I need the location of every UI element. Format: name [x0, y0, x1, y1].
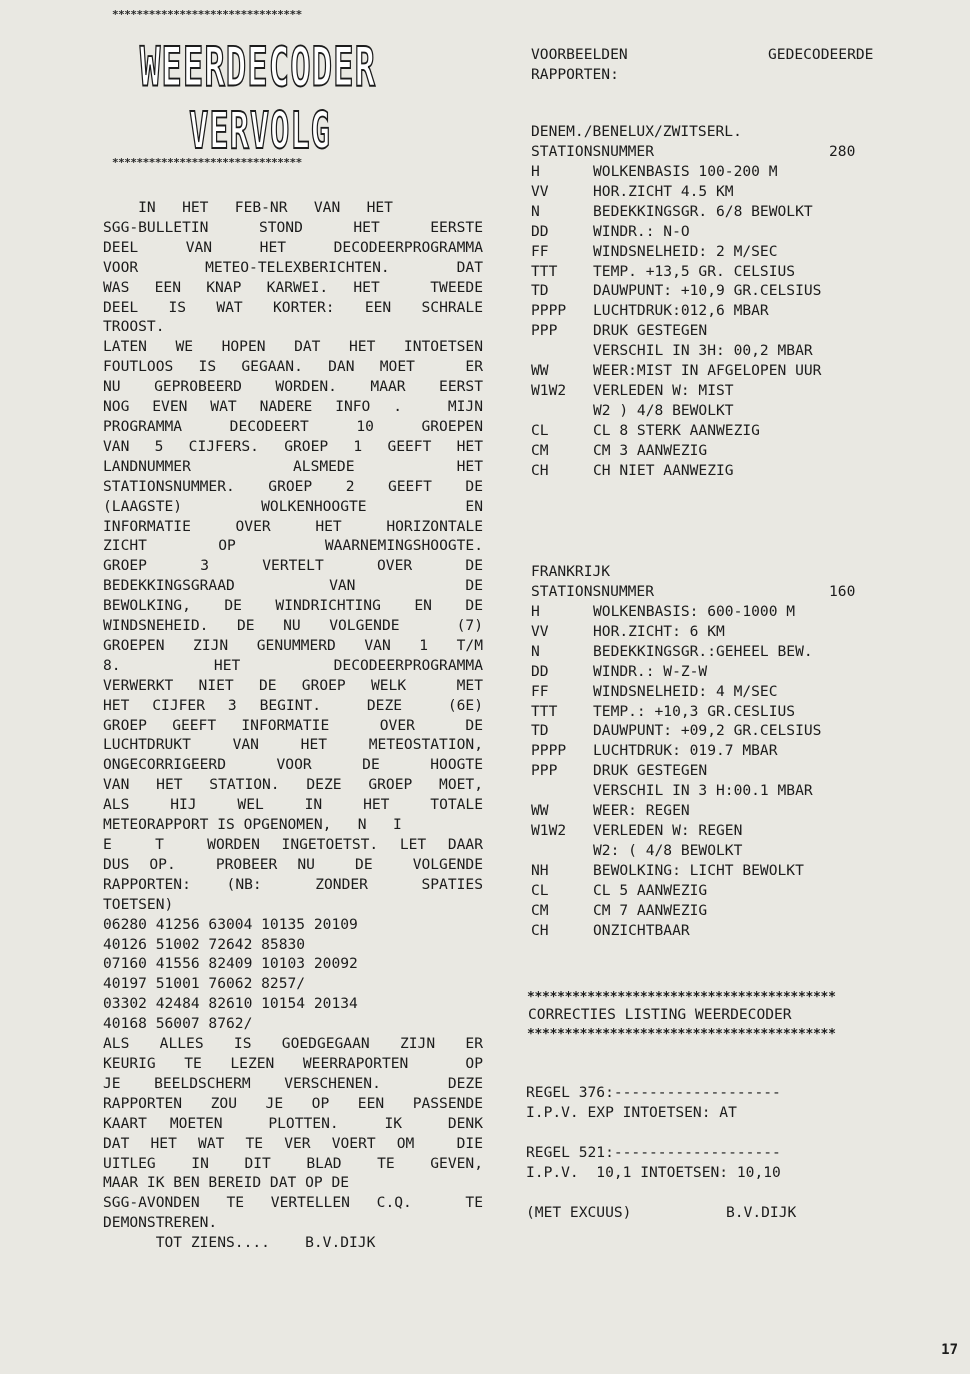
report-value: WEER:MIST IN AFGELOPEN UUR: [593, 362, 822, 380]
body-line: GROEP 3 VERTELT OVER DE: [103, 557, 483, 575]
example1-region: DENEM./BENELUX/ZWITSERL.: [531, 123, 742, 140]
report-row: [531, 901, 821, 921]
report-row: [531, 222, 821, 242]
report-row: [531, 662, 821, 682]
corrections-title: CORRECTIES LISTING WEERDECODER: [528, 1006, 792, 1023]
report-code: PPP: [531, 322, 558, 340]
report-code: H: [531, 603, 540, 620]
correction1-text: I.P.V. EXP INTOETSEN: AT: [526, 1104, 737, 1121]
report-row: [531, 821, 821, 841]
article-body: [103, 198, 483, 1253]
body-line: GROEP GEEFT INFORMATIE OVER DE: [103, 716, 483, 734]
report-value: W2: ( 4/8 BEWOLKT: [593, 841, 743, 859]
report-row: [531, 461, 821, 481]
body-line: 40197 51001 76062 8257/: [103, 975, 306, 993]
body-line: VAN 5 CIJFERS. GROEP 1 GEEFT HET: [103, 437, 483, 455]
report-code: CH: [531, 921, 549, 939]
report-row: [531, 441, 821, 461]
body-line: PROGRAMMA DECODEERT 10 GROEPEN: [103, 417, 483, 435]
body-line: METEORAPPORT IS OPGENOMEN, N I: [103, 816, 402, 834]
report-row: [531, 182, 821, 202]
report-row: [531, 202, 821, 222]
report-value: WINDSNELHEID: 2 M/SEC: [593, 242, 778, 260]
body-line: 07160 41556 82409 10103 20092: [103, 955, 358, 973]
report-value: DRUK GESTEGEN: [593, 762, 708, 780]
body-line: KAART MOETEN PLOTTEN. IK DENK: [103, 1114, 483, 1132]
report-row: [531, 622, 821, 642]
examples-heading-line2: RAPPORTEN:: [531, 66, 619, 83]
report-row: [531, 301, 821, 321]
report-row: [531, 741, 821, 761]
report-row: [531, 242, 821, 262]
body-line: DUS OP. PROBEER NU DE VOLGENDE: [103, 855, 483, 873]
body-line: (LAAGSTE) WOLKENHOOGTE EN: [103, 497, 483, 515]
report-code: DD: [531, 222, 549, 240]
body-line: NU GEPROBEERD WORDEN. MAAR EERST: [103, 378, 483, 396]
report-value: WOLKENBASIS: 600-1000 M: [593, 603, 796, 620]
body-line: SGG-AVONDEN TE VERTELLEN C.Q. TE: [103, 1194, 483, 1212]
report-row: [531, 602, 821, 622]
report-code: CH: [531, 461, 549, 479]
report-code: VV: [531, 182, 549, 200]
body-line: VERWERKT NIET DE GROEP WELK MET: [103, 676, 483, 694]
report-value: DAUWPUNT: +09,2 GR.CELSIUS: [593, 722, 822, 740]
body-line: GROEPEN ZIJN GENUMMERD VAN 1 T/M: [103, 636, 483, 654]
title-line-1: WEERDECODER: [139, 36, 377, 100]
body-line: BEWOLKING, DE WINDRICHTING EN DE: [103, 597, 483, 615]
correction-author: B.V.DIJK: [726, 1204, 797, 1221]
report-row: [531, 321, 821, 341]
report-code: DD: [531, 662, 549, 680]
report-code: N: [531, 642, 540, 660]
report-code: NH: [531, 861, 549, 879]
report-value: CM 7 AANWEZIG: [593, 901, 708, 919]
body-line: DEEL IS WAT KORTER: EEN SCHRALE: [103, 298, 483, 316]
body-line: LUCHTDRUKT VAN HET METEOSTATION,: [103, 736, 483, 754]
correction-excuse: (MET EXCUUS): [526, 1204, 632, 1221]
body-line: WINDSNEHEID. DE NU VOLGENDE (7): [103, 617, 483, 635]
report-code: WW: [531, 362, 549, 380]
example2-station-label: STATIONSNUMMER: [531, 583, 655, 600]
body-line: ZICHT OP WAARNEMINGSHOOGTE.: [103, 537, 483, 555]
example1-table: [531, 162, 821, 481]
report-value: WOLKENBASIS 100-200 M: [593, 163, 778, 180]
report-value: HOR.ZICHT: 6 KM: [593, 622, 725, 640]
report-code: FF: [531, 242, 549, 260]
report-value: VERLEDEN W: MIST: [593, 381, 734, 399]
report-code: TD: [531, 282, 549, 300]
body-line: LATEN WE HOPEN DAT HET INTOETSEN: [103, 338, 483, 356]
report-value: WINDR.: W-Z-W: [593, 662, 708, 680]
report-row: [531, 881, 821, 901]
body-line: TOETSEN): [103, 895, 174, 913]
body-line: NOG EVEN WAT NADERE INFO . MIJN: [103, 398, 483, 416]
report-row: [531, 702, 821, 722]
correction2-label: REGEL 521:-------------------: [526, 1144, 781, 1161]
report-value: WINDR.: N-O: [593, 222, 690, 240]
report-value: W2 ) 4/8 BEWOLKT: [593, 401, 734, 419]
report-row: [531, 921, 821, 941]
report-row: [531, 162, 821, 182]
report-row: [531, 361, 821, 381]
body-line: LANDNUMMER ALSMEDE HET: [103, 457, 483, 475]
corrections-top-stars: *****************************************: [527, 990, 836, 1005]
title-line-2: VERVOLG: [189, 100, 331, 161]
report-row: [531, 401, 821, 421]
report-value: WEER: REGEN: [593, 802, 690, 820]
report-value: DAUWPUNT: +10,9 GR.CELSIUS: [593, 282, 822, 300]
body-line: 03302 42484 82610 10154 20134: [103, 995, 358, 1013]
report-code: FF: [531, 682, 549, 700]
page-number: 17: [941, 1342, 958, 1358]
report-row: [531, 841, 821, 861]
body-line: IN HET FEB-NR VAN HET: [103, 199, 393, 216]
body-line: DAT HET WAT TE VER VOERT OM DIE: [103, 1134, 483, 1152]
report-row: [531, 801, 821, 821]
report-value: LUCHTDRUK: 019.7 MBAR: [593, 742, 778, 760]
report-value: CL 8 STERK AANWEZIG: [593, 421, 760, 439]
report-code: W1W2: [531, 821, 567, 839]
body-line: 40168 56007 8762/: [103, 1015, 253, 1033]
report-row: [531, 781, 821, 801]
examples-heading-right: GEDECODEERDE: [768, 46, 874, 63]
body-line: HET CIJFER 3 BEGINT. DEZE (6E): [103, 696, 483, 714]
report-code: CM: [531, 901, 549, 919]
body-line: JE BEELDSCHERM VERSCHENEN. DEZE: [103, 1074, 483, 1092]
report-value: CL 5 AANWEZIG: [593, 881, 708, 899]
report-value: BEDEKKINGSGR.:GEHEEL BEW.: [593, 642, 813, 660]
correction1-label: REGEL 376:-------------------: [526, 1084, 781, 1101]
body-line: STATIONSNUMMER. GROEP 2 GEEFT DE: [103, 477, 483, 495]
report-code: TTT: [531, 702, 558, 720]
body-line: DEMONSTREREN.: [103, 1214, 218, 1232]
example2-station-number: 160: [829, 583, 856, 600]
report-value: DRUK GESTEGEN: [593, 322, 708, 340]
report-code: PPPP: [531, 742, 567, 760]
example2-table: [531, 602, 821, 940]
report-value: BEDEKKINGSGR. 6/8 BEWOLKT: [593, 202, 813, 220]
body-line: 8. HET DECODEERPROGRAMMA: [103, 656, 483, 674]
report-code: TTT: [531, 262, 558, 280]
header-bottom-rule: *******************************: [112, 156, 302, 169]
report-code: PPP: [531, 762, 558, 780]
report-code: CL: [531, 881, 549, 899]
report-row: [531, 861, 821, 881]
example1-station-label: STATIONSNUMMER: [531, 143, 655, 160]
body-line: DEEL VAN HET DECODEERPROGRAMMA: [103, 238, 483, 256]
body-line: RAPPORTEN ZOU JE OP EEN PASSENDE: [103, 1094, 483, 1112]
body-line: ALS HIJ WEL IN HET TOTALE: [103, 796, 483, 814]
body-line: FOUTLOOS IS GEGAAN. DAN MOET ER: [103, 358, 483, 376]
corrections-bottom-stars: *****************************************: [527, 1027, 836, 1042]
body-line: INFORMATIE OVER HET HORIZONTALE: [103, 517, 483, 535]
body-line: 06280 41256 63004 10135 20109: [103, 915, 358, 933]
report-row: [531, 381, 821, 401]
report-value: VERSCHIL IN 3H: 00,2 MBAR: [593, 342, 813, 360]
report-value: VERLEDEN W: REGEN: [593, 821, 743, 839]
body-line: WAS EEN KNAP KARWEI. HET TWEEDE: [103, 278, 483, 296]
report-row: [531, 642, 821, 662]
report-value: TEMP. +13,5 GR. CELSIUS: [593, 262, 796, 280]
body-line: UITLEG IN DIT BLAD TE GEVEN,: [103, 1154, 483, 1172]
body-line: RAPPORTEN: (NB: ZONDER SPATIES: [103, 875, 483, 893]
report-value: LUCHTDRUK:012,6 MBAR: [593, 302, 769, 320]
body-line: TOT ZIENS.... B.V.DIJK: [103, 1234, 376, 1252]
body-line: 40126 51002 72642 85830: [103, 935, 306, 953]
report-code: PPPP: [531, 302, 567, 320]
report-value: VERSCHIL IN 3 H:00.1 MBAR: [593, 782, 813, 800]
body-line: ONGECORRIGEERD VOOR DE HOOGTE: [103, 756, 483, 774]
header-top-rule: *******************************: [112, 8, 302, 21]
report-value: ONZICHTBAAR: [593, 921, 690, 939]
report-row: [531, 421, 821, 441]
report-code: W1W2: [531, 381, 567, 399]
report-code: H: [531, 163, 540, 180]
body-line: E T WORDEN INGETOETST. LET DAAR: [103, 836, 483, 853]
report-row: [531, 262, 821, 282]
report-row: [531, 281, 821, 301]
body-line: TROOST.: [103, 318, 165, 336]
report-code: TD: [531, 722, 549, 740]
body-line: ALS ALLES IS GOEDGEGAAN ZIJN ER: [103, 1035, 483, 1053]
body-line: VOOR METEO-TELEXBERICHTEN. DAT: [103, 258, 483, 276]
report-value: HOR.ZICHT 4.5 KM: [593, 182, 734, 200]
report-code: CM: [531, 441, 549, 459]
example2-region: FRANKRIJK: [531, 563, 611, 580]
body-line: VAN HET STATION. DEZE GROEP MOET,: [103, 776, 483, 794]
correction2-text: I.P.V. 10,1 INTOETSEN: 10,10: [526, 1164, 781, 1181]
examples-heading-left: VOORBEELDEN: [531, 46, 628, 63]
report-code: VV: [531, 622, 549, 640]
report-code: WW: [531, 802, 549, 820]
report-value: CH NIET AANWEZIG: [593, 461, 734, 479]
body-line: BEDEKKINGSGRAAD VAN DE: [103, 577, 483, 595]
report-row: [531, 682, 821, 702]
report-value: BEWOLKING: LICHT BEWOLKT: [593, 861, 804, 879]
report-row: [531, 721, 821, 741]
report-value: TEMP.: +10,3 GR.CESLIUS: [593, 702, 796, 720]
example1-station-number: 280: [829, 143, 856, 160]
report-value: CM 3 AANWEZIG: [593, 441, 708, 459]
report-value: WINDSNELHEID: 4 M/SEC: [593, 682, 778, 700]
body-line: KEURIG TE LEZEN WEERRAPORTEN OP: [103, 1054, 483, 1072]
report-row: [531, 761, 821, 781]
report-row: [531, 341, 821, 361]
body-line: MAAR IK BEN BEREID DAT OP DE: [103, 1174, 350, 1192]
report-code: CL: [531, 421, 549, 439]
body-line: SGG-BULLETIN STOND HET EERSTE: [103, 218, 483, 236]
report-code: N: [531, 202, 540, 220]
